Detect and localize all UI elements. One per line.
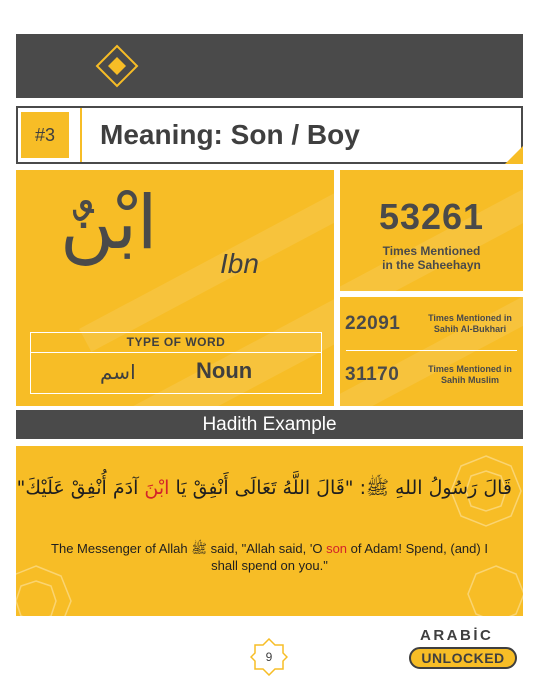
- entry-number: #3: [21, 112, 69, 158]
- diamond-emblem-icon: [95, 44, 139, 88]
- total-count: 53261: [378, 196, 485, 237]
- pattern-decoration: [16, 446, 523, 616]
- top-banner: [16, 34, 523, 98]
- type-english: Noun: [196, 358, 253, 383]
- hadith-english-after: of Adam! Spend, (and) I shall spend on you.": [211, 541, 488, 573]
- logo-unlocked: UNLOCKED: [409, 647, 517, 669]
- hadith-arabic: [16, 476, 512, 504]
- title-divider: [80, 108, 82, 162]
- hadith-arabic-highlight: ابْنَ: [144, 477, 170, 499]
- hadith-english-highlight: son: [326, 541, 348, 556]
- hadith-english: [40, 540, 499, 574]
- arabic-word: ابْنٌ: [60, 180, 158, 266]
- page-number: 9: [265, 650, 273, 664]
- muslim-label: [420, 364, 520, 386]
- bukhari-label-line1: Times Mentioned in: [428, 313, 512, 323]
- muslim-label-line2: Sahih Muslim: [440, 375, 499, 385]
- muslim-label-line1: Times Mentioned in: [428, 364, 512, 374]
- transliteration: Ibn: [220, 248, 259, 279]
- total-label-line1: Times Mentioned: [382, 244, 481, 258]
- type-arabic: اسم: [100, 360, 136, 384]
- corner-accent: [505, 146, 523, 164]
- type-of-word-label: TYPE OF WORD: [30, 332, 322, 353]
- page-title: Meaning: Son / Boy: [100, 119, 360, 150]
- hadith-header: Hadith Example: [16, 410, 523, 439]
- hadith-arabic-before: قَالَ رَسُولُ اللهِ ﷺ: "قَالَ اللَّهُ تَعَالَى أَنْفِقْ يَا: [169, 477, 512, 499]
- muslim-count: 31170: [345, 364, 400, 385]
- hadith-panel: [16, 446, 523, 616]
- hadith-english-before: The Messenger of Allah ﷺ said, "Allah said, 'O: [51, 541, 327, 556]
- hadith-arabic-after: آدَمَ أُنْفِقْ عَلَيْكَ": [16, 477, 145, 499]
- bukhari-count: 22091: [345, 313, 401, 334]
- bukhari-label: [420, 313, 520, 335]
- total-count-label: [340, 244, 523, 272]
- bukhari-label-line2: Sahih Al-Bukhari: [433, 324, 507, 334]
- stats-separator: [346, 350, 517, 351]
- total-label-line2: in the Saheehayn: [382, 258, 481, 272]
- logo-arabic: ARABİC: [420, 627, 494, 644]
